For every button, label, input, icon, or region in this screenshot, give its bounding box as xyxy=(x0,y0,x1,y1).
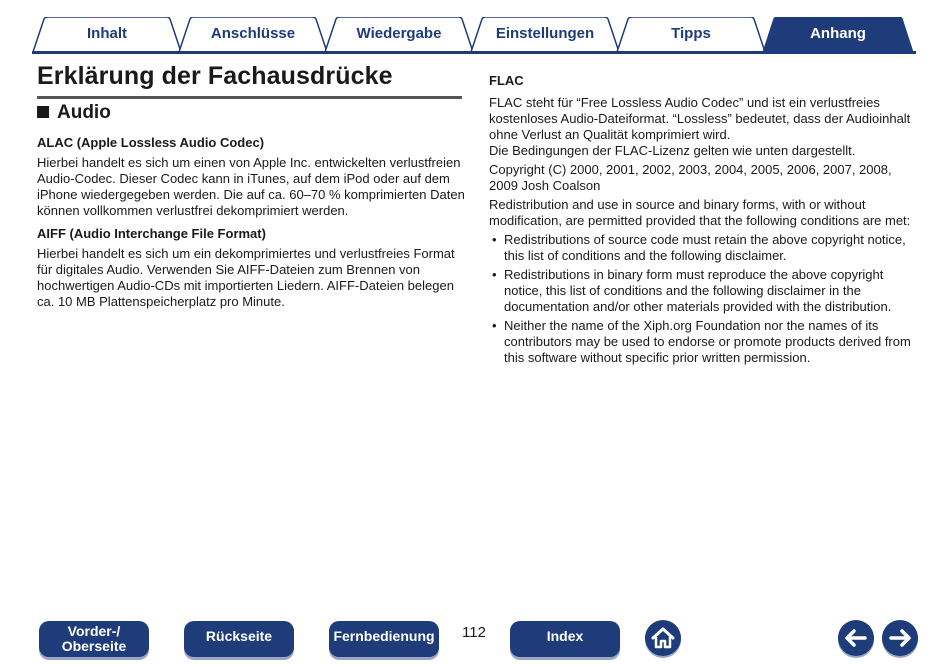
tab-label: Tipps xyxy=(671,25,711,42)
home-button[interactable] xyxy=(645,620,681,656)
section-heading xyxy=(37,102,111,124)
term-flac: FLAC xyxy=(489,73,524,88)
list-item xyxy=(489,232,919,264)
back-button[interactable] xyxy=(838,620,874,656)
bullet-dot: • xyxy=(492,267,497,282)
flac-license-note: Die Bedingungen der FLAC-Lizenz gelten wie unten dargestellt. xyxy=(489,143,856,158)
copyright-notice: Copyright (C) 2000, 2001, 2002, 2003, 2004, 2005, 2006, 2007, 2008, 2009 Josh Coalson xyxy=(489,162,892,193)
forward-button[interactable] xyxy=(882,620,918,656)
title-divider xyxy=(37,96,462,99)
term-aiff: AIFF (Audio Interchange File Format) xyxy=(37,226,266,241)
definition-flac: FLAC steht für “Free Lossless Audio Codec” und ist ein verlustfreies kostenloses Audio-Dateiformat. “Lossless” bedeutet, dass der Audioinhalt ohne Verlust an Qualität komprimiert wird. xyxy=(489,95,911,142)
tab-label: Wiedergabe xyxy=(356,25,442,42)
remote-control-button[interactable] xyxy=(329,621,439,657)
front-top-label-line1: Vorder-/ xyxy=(67,623,121,639)
list-item-text: Redistributions of source code must retain the above copyright notice, this list of conditions and the following disclaimer. xyxy=(504,232,906,263)
page-number: 112 xyxy=(462,624,486,641)
list-item xyxy=(489,267,919,315)
remote-button-label: Fernbedienung xyxy=(333,628,435,644)
index-button-label: Index xyxy=(546,628,584,644)
list-item xyxy=(489,318,919,366)
arrow-left-icon xyxy=(838,620,874,656)
tab-tipps[interactable] xyxy=(616,17,766,53)
tab-wiedergabe[interactable] xyxy=(324,17,474,53)
list-item-text: Neither the name of the Xiph.org Foundation nor the names of its contributors may be used to endorse or promote products derived from this software without specific prior written permission. xyxy=(504,318,911,365)
square-bullet-icon xyxy=(37,106,49,118)
rear-button-label: Rückseite xyxy=(205,628,273,644)
tab-label: Anschlüsse xyxy=(210,25,296,42)
section-heading-text: Audio xyxy=(57,102,111,123)
definition-alac: Hierbei handelt es sich um einen von Apple Inc. entwickelten verlustfreien Audio-Codec. Dieser Codec kann in iTunes, auf dem iPod oder auf dem iPhone wiedergegeben werden. Die auf ca. 60–70 % komprimierten Daten können vollkommen verlustfrei dekomprimiert werden. xyxy=(37,155,465,218)
list-item-text: Redistributions in binary form must reproduce the above copyright notice, this list of conditions and the following disclaimer in the documentation and/or other materials provided with the distribution. xyxy=(504,267,892,314)
right-column xyxy=(489,73,919,369)
redistribution-notice: Redistribution and use in source and binary forms, with or without modification, are permitted provided that the following conditions are met: xyxy=(489,197,911,228)
front-top-label-line2: Oberseite xyxy=(61,638,127,654)
home-icon xyxy=(645,620,681,656)
left-column xyxy=(37,135,465,310)
tab-bar-underline xyxy=(32,51,916,54)
term-alac: ALAC (Apple Lossless Audio Codec) xyxy=(37,135,265,150)
tab-label: Einstellungen xyxy=(495,25,595,42)
bullet-dot: • xyxy=(492,232,497,247)
arrow-right-icon xyxy=(882,620,918,656)
tab-label: Anhang xyxy=(810,25,866,42)
tab-anhang[interactable] xyxy=(762,17,914,53)
tab-einstellungen[interactable] xyxy=(470,17,620,53)
tab-anschluesse[interactable] xyxy=(178,17,328,53)
tab-label: Inhalt xyxy=(87,25,127,42)
license-conditions-list xyxy=(489,232,919,366)
front-top-button[interactable] xyxy=(39,621,149,657)
tab-inhalt[interactable] xyxy=(32,17,182,53)
rear-button[interactable] xyxy=(184,621,294,657)
page-title: Erklärung der Fachausdrücke xyxy=(37,62,393,90)
definition-aiff: Hierbei handelt es sich um ein dekomprimiertes und verlustfreies Format für digitales Audio. Verwenden Sie AIFF-Dateien zum Brennen von hochwertigen Audio-CDs mit importierten Liedern. AIFF-Dateien belegen ca. 10 MB Plattenspeicherplatz pro Minute. xyxy=(37,246,455,309)
bullet-dot: • xyxy=(492,318,497,333)
index-button[interactable] xyxy=(510,621,620,657)
